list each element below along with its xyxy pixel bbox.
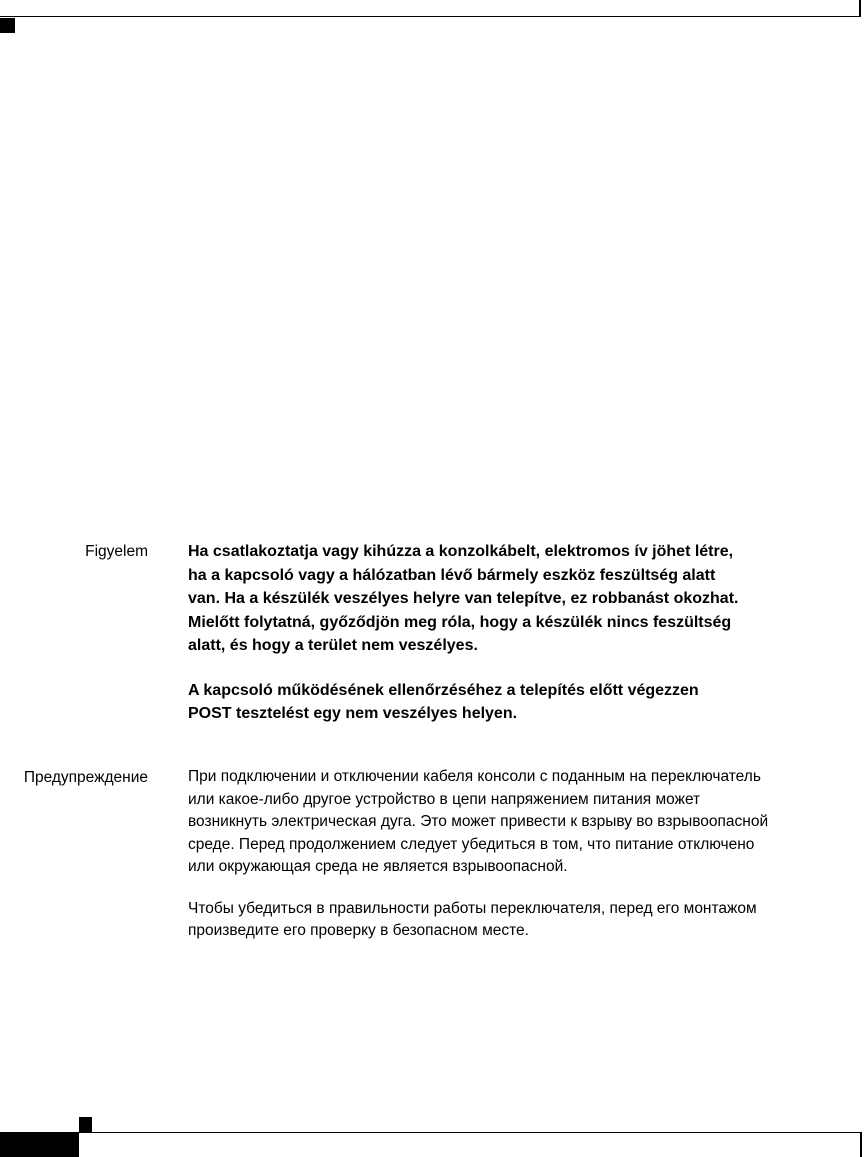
warning-body-hungarian <box>188 540 864 726</box>
warning-paragraph-2 <box>188 898 864 943</box>
text-line: POST tesztelést egy nem veszélyes helyen. <box>188 705 518 722</box>
top-rule <box>0 0 861 17</box>
top-corner-marker <box>0 18 15 33</box>
warning-paragraph-1 <box>188 540 864 658</box>
text-line: van. Ha a készülék veszélyes helyre van telepítve, ez robbanást okozhat. <box>188 590 739 607</box>
text-line: ha a kapcsoló vagy a hálózatban lévő bármely eszköz feszültség alatt <box>188 566 716 584</box>
text-line: среде. Перед продолжением следует убедиться в том, что питание отключено <box>188 835 755 853</box>
bottom-page-tab <box>0 1133 79 1157</box>
bottom-rule <box>0 1132 862 1157</box>
warning-label-russian: Предупреждение <box>23 769 148 786</box>
text-line: alatt, és hogy a terület nem veszélyes. <box>188 637 478 654</box>
text-line: Ha csatlakoztatja vagy kihúzza a konzolkábelt, elektromos ív jöhet létre, <box>188 543 734 560</box>
text-line: возникнуть электрическая дуга. Это может привести к взрыву во взрывоопасной <box>188 813 769 830</box>
text-line: Чтобы убедиться в правильности работы переключателя, перед его монтажом <box>188 899 757 917</box>
text-line: При подключении и отключении кабеля консоли с поданным на переключатель <box>188 768 761 785</box>
warning-body-russian <box>188 766 864 943</box>
text-line: или окружающая среда не является взрывоопасной. <box>188 858 568 875</box>
text-line: произведите его проверку в безопасном месте. <box>188 922 529 939</box>
warning-label-hungarian: Figyelem <box>85 543 148 560</box>
bottom-marker <box>79 1117 92 1132</box>
text-line: или какое-либо другое устройство в цепи напряжением питания может <box>188 790 701 808</box>
text-line: Mielőtt folytatná, győződjön meg róla, hogy a készülék nincs feszültség <box>188 613 732 631</box>
warning-paragraph-1 <box>188 766 864 879</box>
text-line: A kapcsoló működésének ellenőrzéséhez a telepítés előtt végezzen <box>188 681 699 699</box>
warning-paragraph-2 <box>188 679 864 726</box>
